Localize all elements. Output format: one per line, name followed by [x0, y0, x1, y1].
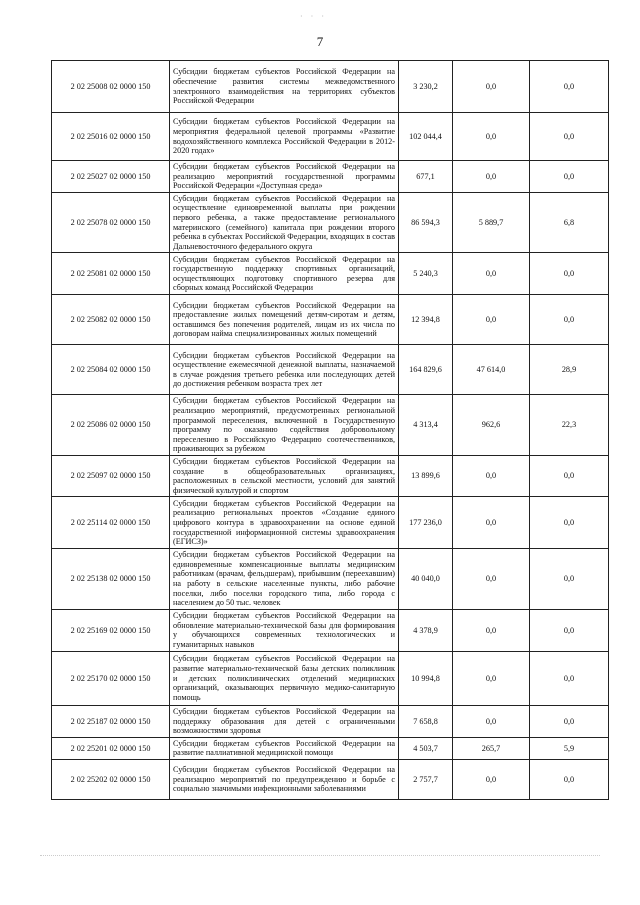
table-row [52, 737, 609, 759]
percent-cell: 0,0 [530, 253, 609, 295]
budget-code: 2 02 25187 02 0000 150 [52, 705, 170, 737]
percent-cell: 0,0 [530, 455, 609, 496]
table-row [52, 609, 609, 651]
budget-code: 2 02 25138 02 0000 150 [52, 549, 170, 610]
table-body [52, 61, 609, 800]
table-row [52, 113, 609, 161]
percent-cell: 0,0 [530, 549, 609, 610]
budget-code: 2 02 25114 02 0000 150 [52, 497, 170, 549]
amount-cell: 3 230,2 [399, 61, 453, 113]
row-description: Субсидии бюджетам субъектов Российской Федерации на создание в общеобразовательных организациях, расположенных в сельской местности, условий для занятий физической культурой и спортом [170, 455, 399, 496]
amount-cell: 102 044,4 [399, 113, 453, 161]
table-row [52, 161, 609, 193]
executed-cell: 0,0 [453, 455, 530, 496]
budget-code: 2 02 25169 02 0000 150 [52, 609, 170, 651]
amount-cell: 7 658,8 [399, 705, 453, 737]
amount-cell: 12 394,8 [399, 295, 453, 345]
budget-code: 2 02 25078 02 0000 150 [52, 192, 170, 253]
table-row [52, 61, 609, 113]
percent-cell: 0,0 [530, 651, 609, 705]
row-description: Субсидии бюджетам субъектов Российской Федерации на единовременные компенсационные выплаты медицинским работникам (врачам, фельдшерам), прибывшим (переехавшим) на работу в сельские населенные пункты, либо рабочие поселки, либо поселки городского типа, либо города с населением до 50 тыс. человек [170, 549, 399, 610]
percent-cell: 0,0 [530, 161, 609, 193]
executed-cell: 0,0 [453, 161, 530, 193]
budget-code: 2 02 25202 02 0000 150 [52, 760, 170, 800]
row-description: Субсидии бюджетам субъектов Российской Федерации на развитие паллиативной медицинской помощи [170, 737, 399, 759]
row-description: Субсидии бюджетам субъектов Российской Федерации на осуществление единовременной выплаты при рождении первого ребенка, а также предоставление регионального материнского (семейного) капитала при рождении второго ребенка в субъектах Российской Федерации, входящих в состав Дальневосточного федерального округа [170, 192, 399, 253]
row-description: Субсидии бюджетам субъектов Российской Федерации на государственную поддержку спортивных организаций, осуществляющих подготовку спортивного резерва для сборных команд Российской Федерации [170, 253, 399, 295]
budget-table [51, 60, 609, 800]
executed-cell: 265,7 [453, 737, 530, 759]
amount-cell: 13 899,6 [399, 455, 453, 496]
row-description: Субсидии бюджетам субъектов Российской Федерации на реализацию мероприятий государственной программы Российской Федерации «Доступная среда» [170, 161, 399, 193]
table-row [52, 760, 609, 800]
amount-cell: 177 236,0 [399, 497, 453, 549]
executed-cell: 47 614,0 [453, 345, 530, 395]
table-row [52, 455, 609, 496]
table-row [52, 549, 609, 610]
executed-cell: 0,0 [453, 609, 530, 651]
budget-code: 2 02 25201 02 0000 150 [52, 737, 170, 759]
executed-cell: 0,0 [453, 705, 530, 737]
executed-cell: 0,0 [453, 253, 530, 295]
table-row [52, 497, 609, 549]
row-description: Субсидии бюджетам субъектов Российской Федерации на реализацию мероприятий, предусмотренных региональной программой переселения, включенной в Государственную программу по оказанию содействия добровольному переселению в Российскую Федерацию соотечественников, проживающих за рубежом [170, 395, 399, 456]
amount-cell: 10 994,8 [399, 651, 453, 705]
table-row [52, 651, 609, 705]
budget-code: 2 02 25084 02 0000 150 [52, 345, 170, 395]
amount-cell: 164 829,6 [399, 345, 453, 395]
budget-code: 2 02 25027 02 0000 150 [52, 161, 170, 193]
amount-cell: 4 378,9 [399, 609, 453, 651]
amount-cell: 2 757,7 [399, 760, 453, 800]
amount-cell: 4 503,7 [399, 737, 453, 759]
percent-cell: 0,0 [530, 295, 609, 345]
executed-cell: 0,0 [453, 61, 530, 113]
row-description: Субсидии бюджетам субъектов Российской Федерации на обеспечение развития системы межведомственного электронного взаимодействия на территориях субъектов Российской Федерации [170, 61, 399, 113]
executed-cell: 0,0 [453, 113, 530, 161]
executed-cell: 962,6 [453, 395, 530, 456]
percent-cell: 0,0 [530, 705, 609, 737]
amount-cell: 677,1 [399, 161, 453, 193]
budget-code: 2 02 25008 02 0000 150 [52, 61, 170, 113]
row-description: Субсидии бюджетам субъектов Российской Федерации на реализацию мероприятий по предупреждению и борьбе с социально значимыми инфекционными заболеваниями [170, 760, 399, 800]
table-row [52, 345, 609, 395]
row-description: Субсидии бюджетам субъектов Российской Федерации на реализацию региональных проектов «Создание единого цифрового контура в здравоохранении на основе единой государственной информационной системы здравоохранения (ЕГИСЗ)» [170, 497, 399, 549]
table-row [52, 705, 609, 737]
table-row [52, 192, 609, 253]
percent-cell: 22,3 [530, 395, 609, 456]
row-description: Субсидии бюджетам субъектов Российской Федерации на развитие материально-технической базы детских поликлиник и детских поликлинических отделений медицинских организаций, оказывающих первичную медико-санитарную помощь [170, 651, 399, 705]
amount-cell: 40 040,0 [399, 549, 453, 610]
executed-cell: 0,0 [453, 760, 530, 800]
budget-code: 2 02 25170 02 0000 150 [52, 651, 170, 705]
amount-cell: 4 313,4 [399, 395, 453, 456]
percent-cell: 6,8 [530, 192, 609, 253]
budget-code: 2 02 25082 02 0000 150 [52, 295, 170, 345]
row-description: Субсидии бюджетам субъектов Российской Федерации на обновление материально-технической базы для формирования у обучающихся современных технологических и гуманитарных навыков [170, 609, 399, 651]
table-row [52, 295, 609, 345]
percent-cell: 0,0 [530, 113, 609, 161]
executed-cell: 5 889,7 [453, 192, 530, 253]
amount-cell: 86 594,3 [399, 192, 453, 253]
row-description: Субсидии бюджетам субъектов Российской Федерации на осуществление ежемесячной денежной выплаты, назначаемой в случае рождения третьего ребенка или последующих детей до достижения ребенком возраста трех лет [170, 345, 399, 395]
amount-cell: 5 240,3 [399, 253, 453, 295]
executed-cell: 0,0 [453, 549, 530, 610]
budget-code: 2 02 25016 02 0000 150 [52, 113, 170, 161]
budget-code: 2 02 25097 02 0000 150 [52, 455, 170, 496]
page-number: 7 [316, 34, 324, 49]
percent-cell: 5,9 [530, 737, 609, 759]
budget-code: 2 02 25081 02 0000 150 [52, 253, 170, 295]
row-description: Субсидии бюджетам субъектов Российской Федерации на предоставление жилых помещений детям-сиротам и детям, оставшимся без попечения родителей, лицам из их числа по договорам найма специализированных жилых помещений [170, 295, 399, 345]
percent-cell: 0,0 [530, 760, 609, 800]
executed-cell: 0,0 [453, 651, 530, 705]
percent-cell: 0,0 [530, 609, 609, 651]
scan-artifact-bottom [40, 855, 600, 857]
row-description: Субсидии бюджетам субъектов Российской Федерации на мероприятия федеральной целевой программы «Развитие водохозяйственного комплекса Российской Федерации в 2012-2020 годах» [170, 113, 399, 161]
executed-cell: 0,0 [453, 295, 530, 345]
percent-cell: 0,0 [530, 497, 609, 549]
row-description: Субсидии бюджетам субъектов Российской Федерации на поддержку образования для детей с ограниченными возможностями здоровья [170, 705, 399, 737]
executed-cell: 0,0 [453, 497, 530, 549]
scan-artifact: · · · [300, 12, 327, 21]
percent-cell: 28,9 [530, 345, 609, 395]
budget-code: 2 02 25086 02 0000 150 [52, 395, 170, 456]
table-row [52, 253, 609, 295]
percent-cell: 0,0 [530, 61, 609, 113]
table-row [52, 395, 609, 456]
